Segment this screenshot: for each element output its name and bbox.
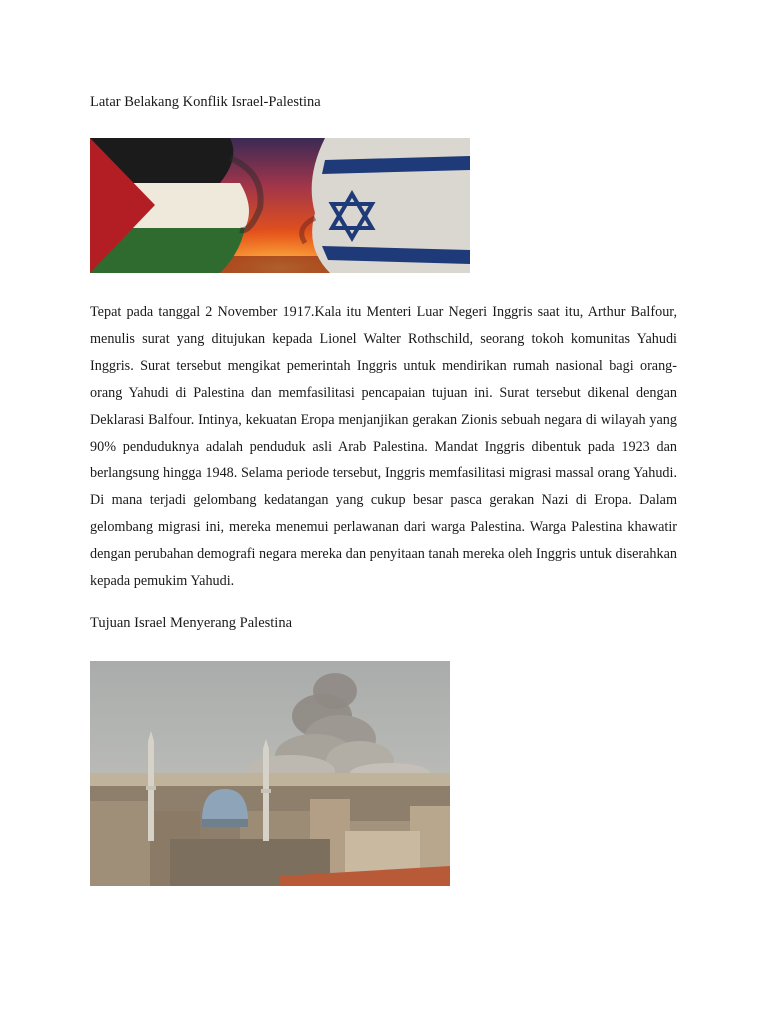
city-smoke-photo-image — [90, 661, 450, 886]
israeli-flag — [302, 138, 470, 273]
section-heading-objective: Tujuan Israel Menyerang Palestina — [90, 615, 293, 631]
flags-illustration-image — [90, 138, 470, 273]
city-smoke-photo-graphic — [90, 661, 450, 886]
palestinian-flag — [90, 138, 261, 273]
section-heading-background: Latar Belakang Konflik Israel-Palestina — [90, 94, 321, 110]
body-paragraph: Tepat pada tanggal 2 November 1917.Kala itu Menteri Luar Negeri Inggris saat itu, Arthur Balfour, menulis surat yang ditujukan kepada Lionel Walter Rothschild, seorang tokoh komunitas Yahudi Inggris. Surat tersebut mengikat pemerintah Inggris untuk mendirikan rumah nasional bagi orang-orang Yahudi di Palestina dan memfasilitasi pencapaian tujuan ini. Surat tersebut dikenal dengan Deklarasi Balfour. Intinya, kekuatan Eropa menjanjikan gerakan Zionis sebuah negara di wilayah yang 90% penduduknya adalah penduduk asli Arab Palestina. Mandat Inggris dibentuk pada 1923 dan berlangsung hingga 1948. Selama periode tersebut, Inggris memfasilitasi migrasi massal orang Yahudi. Di mana terjadi gelombang kedatangan yang cukup besar pasca gerakan Nazi di Eropa. Dalam gelombang migrasi ini, mereka menemui perlawanan dari warga Palestina. Warga Palestina khawatir dengan perubahan demografi negara mereka dan penyitaan tanah mereka oleh Inggris untuk diserahkan kepada pemukim Yahudi. — [90, 304, 677, 590]
flags-illustration-graphic — [90, 138, 470, 273]
city-buildings — [90, 786, 450, 886]
